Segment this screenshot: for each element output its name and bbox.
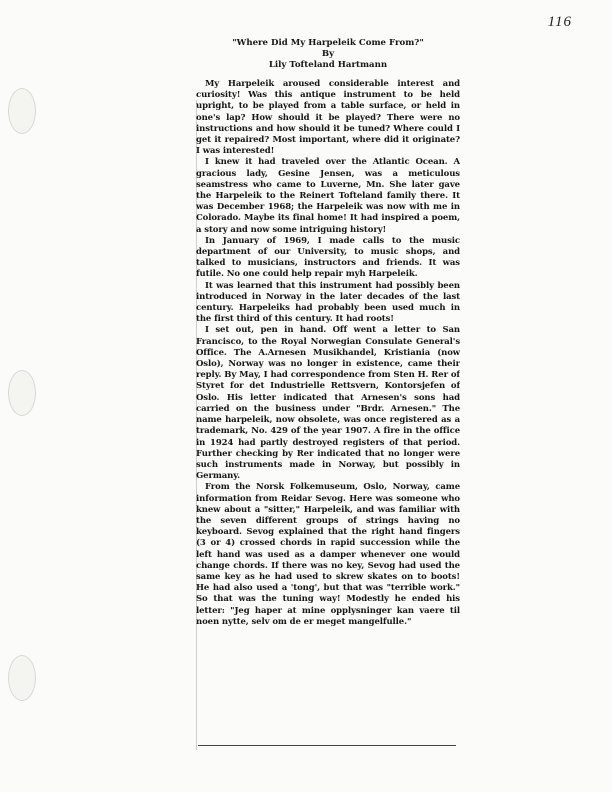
article-header: [196, 38, 460, 71]
article-byline: By: [321, 49, 335, 59]
punch-hole-bottom: [8, 655, 36, 701]
article-paragraph: I set out, pen in hand. Off went a letter to San Francisco, to the Royal Norwegian Consulate General's Office. The A.Arnesen Musikhandel, Kristiania (now Oslo), Norway was no longer in existence, came their reply. By May, I had correspondence from Sten H. Rer of Styret for det Industrielle Rettsvern, Kontorsjefen of Oslo. His letter indicated that Arnesen's sons had carried on the business under "Brdr. Arnesen." The name harpeleik, now obsolete, was once registered as a trademark, No. 429 of the year 1907. A fire in the office in 1924 had partly destroyed registers of that period. Further checking by Rer indicated that no longer were such instruments made in Norway, but possibly in Germany.: [196, 325, 460, 482]
article-author: Lily Tofteland Hartmann: [268, 60, 388, 70]
punch-hole-top: [8, 88, 36, 134]
article-paragraph: I knew it had traveled over the Atlantic Ocean. A gracious lady, Gesine Jensen, was a meticulous seamstress who came to Luverne, Mn. She later gave the Harpeleik to the Reinert Tofteland family there. It was December 1968; the Harpeleik was now with me in Colorado. Maybe its final home! It had inspired a poem, a story and now some intriguing history!: [196, 157, 460, 235]
article-paragraph: My Harpeleik aroused considerable interest and curiosity! Was this antique instrument to be held upright, to be played from a table surface, or held in one's lap? How should it be played? There were no instructions and how should it be tuned? Where could I get it repaired? Most important, where did it originate? I was interested!: [196, 79, 460, 157]
article-paragraph: From the Norsk Folkemuseum, Oslo, Norway, came information from Reidar Sevog. Here was someone who knew about a "sitter," Harpeleik, and was familiar with the seven different groups of strings having no keyboard. Sevog explained that the right hand fingers (3 or 4) crossed chords in rapid succession while the left hand was used as a damper whenever one would change chords. If there was no key, Sevog had used the same key as he had used to skrew skates on to boots! He had also used a 'tong', but that was "terrible work." So that was the tuning way! Modestly he ended his letter: "Jeg haper at mine opplysninger kan vaere til noen nytte, selv om de er meget mangelfulle.": [196, 482, 460, 627]
article-title: "Where Did My Harpeleik Come From?": [232, 38, 424, 48]
article-body: [196, 79, 460, 628]
article-paragraph: It was learned that this instrument had possibly been introduced in Norway in the later decades of the last century. Harpeleiks had probably been used much in the first third of this century. It had roots!: [196, 280, 460, 325]
punch-hole-middle: [8, 370, 36, 416]
article-paragraph: In January of 1969, I made calls to the music department of our University, to music shops, and talked to musicians, instructors and friends. It was futile. No one could help repair myh Harpeleik.: [196, 235, 460, 280]
article-clipping: [196, 38, 460, 750]
clipping-bottom-rule: [198, 745, 456, 746]
page-number: 116: [547, 14, 572, 30]
